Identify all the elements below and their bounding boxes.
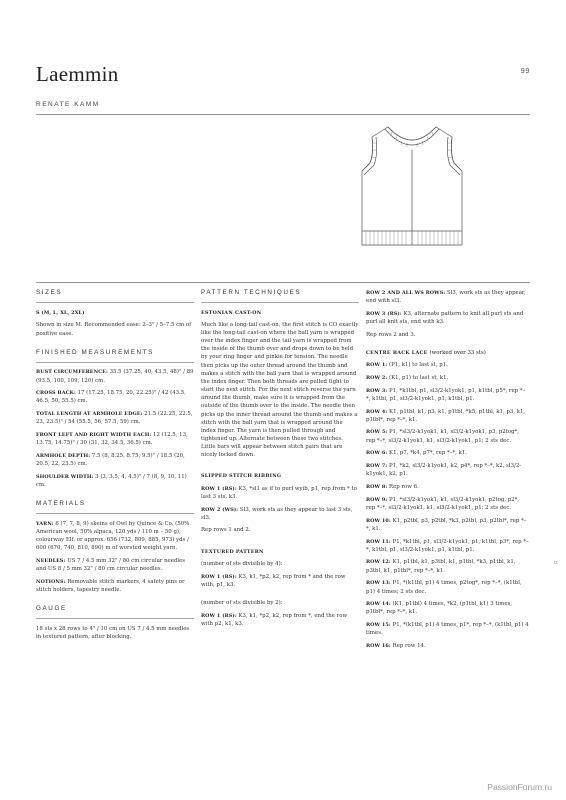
ribbing-repeat: Rep rows 1 and 2.: [201, 527, 251, 534]
content-divider: [36, 282, 530, 283]
ribbing-title: SLIPPED STITCH RIBBING: [201, 473, 282, 480]
materials-notions: NOTIONS: Removable stitch markers, 4 safety pins or stitch holders, tapestry needle.: [36, 579, 185, 594]
ribbing-row-2: ROW 2 (WS): Sl3, work sts as they appear to last 3 sts, sl3.: [201, 506, 353, 521]
textured-row-3: ROW 3 (RS): K3, alternate pattern to knit all purl sts and purl all knit sts, end with k3.: [366, 310, 524, 326]
textured-row-1: ROW 1 (RS): K3, k1, *p2, k2, rep from * and the row with, p1, k3.: [201, 573, 346, 588]
techniques-heading: PATTERN TECHNIQUES: [201, 289, 359, 303]
measurement-armhole-depth: ARMHOLE DEPTH: 7.5 (8, 8.25, 8.75, 9.5)" / 18.5 (20, 20.5, 22, 23.5) cm.: [36, 453, 185, 468]
lace-row-10: ROW 10: K1, p2tbl, p3, p2tbl, *k3, p2tbl, p3, p2tbl*, rep *–*, k1.: [366, 517, 527, 532]
lace-row-9: ROW 9: P1, *sl3/2-k1yok1, k1, sl3/2-k1yok1, p2tog, p2*, rep *–*, sl3/2-k1yok1, k1, sl3/2-k1yok1, p1; 2 sts dec.: [366, 496, 520, 511]
column-techniques: [201, 289, 359, 632]
lace-row-8: ROW 8: Rep row 6.: [366, 484, 419, 490]
ribbing-row-1: ROW 1 (RS): K3, *sl1 as if to purl wyib, p1, rep from * to last 3 sts, k3.: [201, 485, 357, 500]
materials-yarn: YARN: 6 (7, 7, 8, 9) skeins of Owl by Quince & Co. (50% American wool, 50% alpaca, 120 yds / 110 m – 50 g), colourway Elf, or approx. 656 (732, 809, 885, 973) yds / 600 (670, 740, 810, 890) m of worsted weight yarn.: [36, 520, 190, 552]
textured-note-1: (number of sts divisible by 4):: [201, 560, 283, 567]
page-number: 99: [520, 66, 530, 75]
measurements-heading: FINISHED MEASUREMENTS: [36, 349, 194, 363]
column-specs: [36, 289, 194, 646]
measurement-total-length: TOTAL LENGTH AT ARMHOLE EDGE: 21.5 (22.25, 22.5, 23, 23.5)" / 54 (55.5, 56, 57.5, 59) cm.: [36, 411, 193, 426]
measurement-cross-back: CROSS BACK: 17 (17.25, 18.75, 20, 22.25)" / 42 (43.5, 46.5, 50, 55.5) cm.: [36, 390, 186, 405]
margin-mark: tt: [553, 560, 558, 566]
textured-row-1-alt: ROW 1 (RS): K3, k1, *p2, k2, rep from *, end the row with p2, k1, k3.: [201, 612, 348, 627]
designer-name: RENATE KAMM: [36, 101, 100, 108]
lace-row-6: ROW 6: K1, p7, *k4, p7*, rep *–*, k1.: [366, 450, 467, 457]
lace-row-3: ROW 3: P1, *k1tbl, p1, sl3/2-k1yok1, p1, k1tbl, p5*, rep *–*, k1tbl, p1, sl3/2-k1yok1, p1, k1tbl, p1.: [366, 387, 526, 402]
lace-row-13: ROW 13: P1, *(k1tbl, p1) 4 times, p2tog*, rep *–*, (k1tbl, p1) 4 times; 2 sts dec.: [366, 580, 522, 595]
column-lace: [366, 289, 529, 655]
textured-title: TEXTURED PATTERN: [201, 548, 264, 555]
gauge-heading: GAUGE: [36, 605, 194, 619]
header-divider: [36, 114, 530, 115]
sizes-note: Shown in size M. Recommended ease: 2–3" / 5–7.5 cm of positive ease.: [36, 322, 192, 337]
vest-schematic-illustration: [358, 123, 466, 249]
textured-repeat: Rep rows 2 and 3.: [366, 331, 416, 338]
lace-title: CENTRE BACK LACE (worked over 33 sts): [366, 349, 486, 356]
lace-row-2: ROW 2: (K1, p1) to last st, k1.: [366, 374, 449, 381]
measurement-front-width: FRONT LEFT AND RIGHT WIDTH EACH: 12 (12.5, 13, 13.75, 14.75)" / 30 (31, 32, 34.5, 36.5) cm.: [36, 432, 188, 447]
gauge-text: 18 sts x 28 rows to 4" / 10 cm on US 7 / 4.5 mm needles in textured pattern, after blocking.: [36, 625, 190, 641]
lace-row-14: ROW 14: (K1, p1tbl) 4 times, *k2, (p1tbl, k1) 3 times, p1tbl*, rep *–*, k1.: [366, 601, 513, 616]
sizes-list: S (M, L, XL, 2XL): [36, 309, 85, 316]
cast-on-text: Much like a long-tail cast-on, the first stitch is CO exactly like the long-tail cast-on where the ball yarn is wrapped over the index finger and the tail yarn is wrapped from the inside of the thumb over and drops down to be held by your ring finger and pinkie for tension. The needle then picks up the outer thread around the thumb and makes a stitch with the ball yarn that is wrapped around the index finger. Then both threads are pulled tight to start the next stitch. For the next stitch reverse the yarn around the thumb, make sure it is wrapped from the outside of the thumb over to the inside. The needle then picks up the inner thread around the thumb and makes a stitch with the ball yarn that is wrapped around the index finger. The yarn is then pulled through and tightened up. Alternate between these two stitches. Little bars will appear between stitch pairs that are nicely locked down.: [201, 321, 359, 459]
site-watermark: PassionForum.ru: [487, 782, 552, 792]
textured-note-2: (number of sts divisible by 2):: [201, 599, 283, 606]
lace-row-12: ROW 12: K1, p1tbl, k1, p3tbl, k1, p1tbl, *k3, p1tbl, k1, p3tbl, k1, p1tbl*, rep *–*, k1.: [366, 559, 516, 574]
cast-on-title: ESTONIAN CAST-ON: [201, 309, 262, 316]
lace-row-1: ROW 1: (P1, k1) to last st, p1.: [366, 362, 448, 369]
materials-heading: MATERIALS: [36, 500, 194, 514]
lace-row-11: ROW 11: P1, *k1tbl, p1, sl3/2-k1yok1, p1, k1tbl, p3*, rep *–*, k1tbl, p1, sl3/2-k1yok1, p1, k1tbl, p1.: [366, 538, 529, 553]
measurement-shoulder-width: SHOULDER WIDTH: 3 (3, 3.5, 4, 4.5)" / 7 (8, 9, 10, 11) cm.: [36, 473, 187, 489]
measurement-bust: BUST CIRCUMFERENCE: 35.5 (37.25, 40, 43.5, 48)" / 89 (93.5, 100, 109, 120) cm.: [36, 369, 194, 384]
sizes-heading: SIZES: [36, 289, 194, 303]
materials-needles: NEEDLES: US 7 / 4.5 mm 32" / 80 cm circular needles and US 8 / 5 mm 32" / 80 cm circular needles.: [36, 558, 186, 573]
lace-row-5: ROW 5: P1, *sl3/2-k1yok1, k1, sl3/2-k1yok1, p3, p2tog*, rep *–*, sl3/2-k1yok1, k1, sl3/2-k1yok1, p1; 2 sts dec.: [366, 429, 520, 444]
lace-row-15: ROW 15: P1, *(k1tbl, p1) 4 times, p1*, rep *–*, (k1tbl, p1) 4 times.: [366, 622, 529, 637]
pattern-title: Laemmin: [36, 62, 119, 86]
textured-row-2: ROW 2 AND ALL WS ROWS: Sl3, work sts as they appear, end with sl3.: [366, 290, 526, 305]
lace-row-16: ROW 16: Rep row 14.: [366, 643, 426, 650]
lace-row-7: ROW 7: P1, *k2, sl3/2-k1yok1, k2, p4*, rep *–*, k2, sl3/2-k1yok1, k2, p1.: [366, 463, 522, 478]
lace-row-4: ROW 4: K1, p1tbl, k1, p3, k1, p1tbl, *k5, p1tbl, k1, p3, k1, p1tbl*, rep *–*, k1.: [366, 408, 526, 423]
